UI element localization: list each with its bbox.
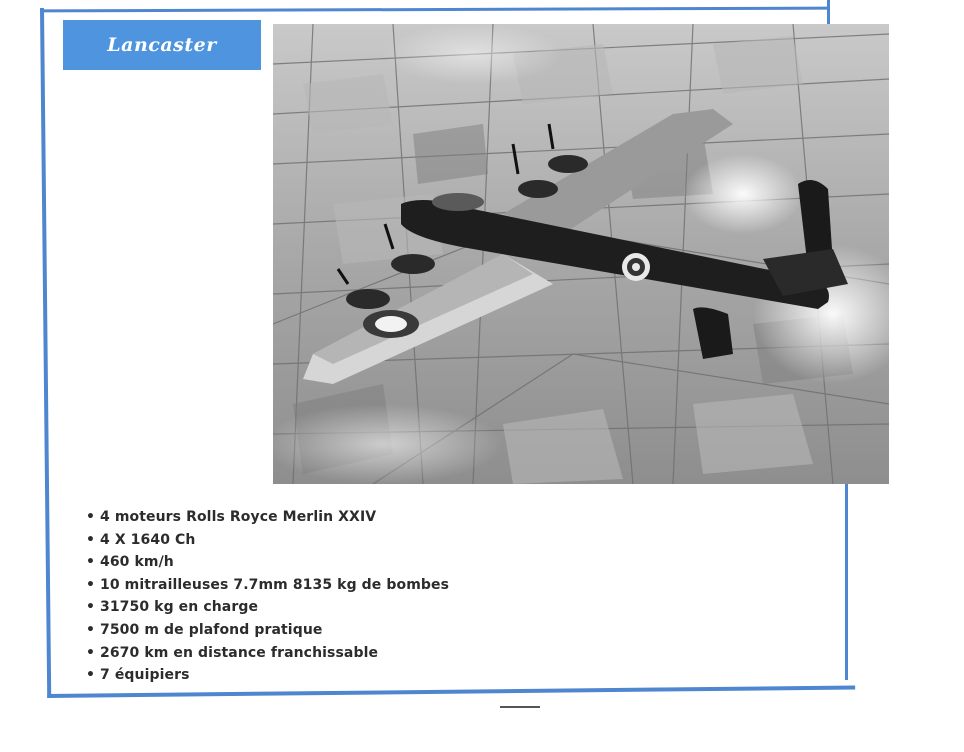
bomber-aircraft-illustration xyxy=(273,24,889,484)
bullet-icon: • xyxy=(86,644,95,661)
list-item: • 7500 m de plafond pratique xyxy=(86,619,449,642)
aircraft-photo xyxy=(273,24,889,484)
specs-list xyxy=(86,506,449,687)
list-item: • 10 mitrailleuses 7.7mm 8135 kg de bombes xyxy=(86,574,449,597)
bullet-icon: • xyxy=(86,509,95,525)
bullet-icon: • xyxy=(86,531,95,548)
list-item: • 31750 kg en charge xyxy=(86,596,449,619)
title-tab xyxy=(63,20,261,70)
scan-artifact-dash xyxy=(500,706,540,708)
list-item: • 4 moteurs Rolls Royce Merlin XXIV xyxy=(86,506,449,529)
bullet-icon: • xyxy=(86,554,95,571)
bullet-icon: • xyxy=(86,667,95,684)
bullet-icon: • xyxy=(86,621,95,638)
bullet-icon: • xyxy=(86,576,95,593)
list-item: • 460 km/h xyxy=(86,551,449,574)
list-item: • 2670 km en distance franchissable xyxy=(86,642,449,665)
bullet-icon: • xyxy=(86,599,95,616)
list-item: • 7 équipiers xyxy=(86,664,449,687)
card-title: Lancaster xyxy=(107,34,217,56)
list-item: • 4 X 1640 Ch xyxy=(86,529,449,552)
